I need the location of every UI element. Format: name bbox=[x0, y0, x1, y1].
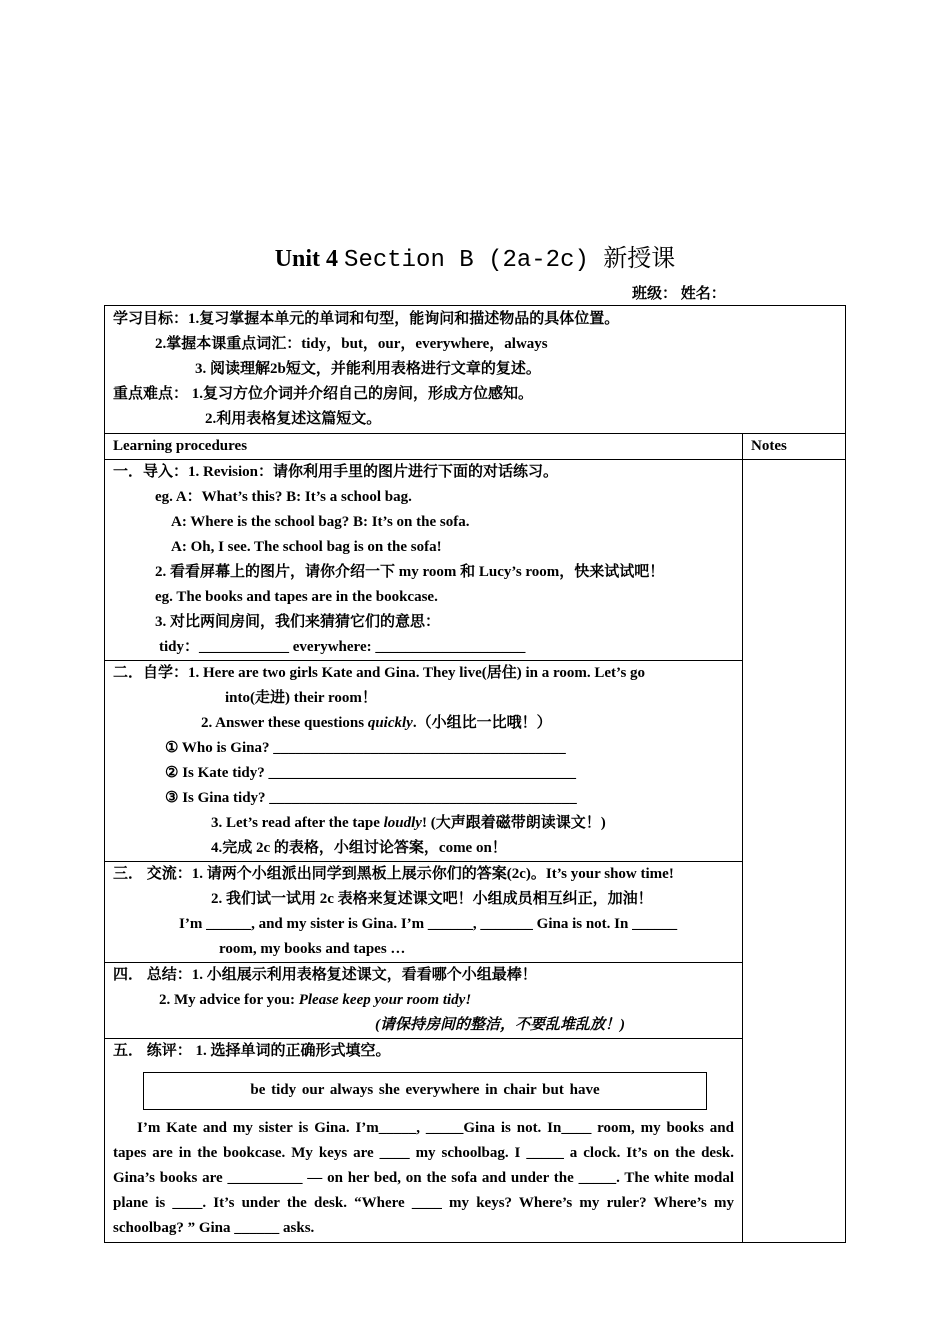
objectives-row bbox=[105, 306, 846, 434]
question-1: ① Who is Gina? _______________________________________ bbox=[165, 740, 566, 756]
section-2-line: into(走进) their room！ bbox=[225, 690, 377, 706]
title-section: Section B (2a-2c) 新授课 bbox=[344, 247, 676, 274]
section-3-line: 2. 我们试一试用 2c 表格来复述课文吧！小组成员相互纠正，加油！ bbox=[211, 891, 653, 907]
section-5-row bbox=[105, 1039, 846, 1243]
section-4-text: 2. My advice for you: bbox=[159, 992, 299, 1008]
cloze-paragraph: I’m Kate and my sister is Gina. I’m_____, _____Gina is not. In____ room, my books and tapes are in the bookcase. My keys are ____ my schoolbag. I _____ a clock. It’s on the desk. Gina’s books are __________ — on her bed, on the sofa and under the _____. The white modal plane is ____. It’s under the desk. “Where ____ my keys? Where’s my ruler? Where’s my schoolbag? ” Gina ______ asks. bbox=[113, 1120, 734, 1236]
title-unit: Unit 4 bbox=[274, 246, 339, 272]
section-2-line: 4.完成 2c 的表格，小组讨论答案，come on！ bbox=[211, 840, 507, 856]
section-3-row bbox=[105, 862, 846, 963]
objective-line: 3. 阅读理解2b短文，并能利用表格进行文章的复述。 bbox=[195, 361, 541, 377]
key-points-line: 2.利用表格复述这篇短文。 bbox=[205, 411, 382, 427]
section-2-emphasis: loudly bbox=[383, 815, 422, 831]
section-1-line: A: Oh, I see. The school bag is on the sofa! bbox=[171, 539, 442, 555]
question-2: ② Is Kate tidy? _________________________________________ bbox=[165, 765, 576, 781]
section-1-row bbox=[105, 460, 846, 661]
section-2-text: 2. Answer these questions bbox=[201, 715, 368, 731]
objective-line: 2.掌握本课重点词汇：tidy，but，our，everywhere，always bbox=[155, 336, 548, 352]
class-name-line: 班级： 姓名： bbox=[632, 286, 726, 302]
header-row bbox=[105, 434, 846, 460]
section-4-row bbox=[105, 963, 846, 1039]
section-1-line: A: Where is the school bag? B: It’s on the sofa. bbox=[171, 514, 470, 530]
section-1-line: 2. 看看屏幕上的图片，请你介绍一下 my room 和 Lucy’s room，快来试试吧！ bbox=[155, 564, 665, 580]
section-3-line: room, my books and tapes … bbox=[219, 941, 406, 957]
lesson-table bbox=[104, 305, 846, 1243]
section-1-line: eg. The books and tapes are in the bookcase. bbox=[155, 589, 438, 605]
section-4-line bbox=[113, 988, 734, 1013]
objective-line: 学习目标：1.复习掌握本单元的单词和句型，能询问和描述物品的具体位置。 bbox=[113, 311, 620, 327]
section-2-text: 3. Let’s read after the tape bbox=[211, 815, 384, 831]
section-3-line: 三． 交流：1. 请两个小组派出同学到黑板上展示你们的答案(2c)。It’s your show time! bbox=[113, 866, 674, 882]
section-2-line bbox=[113, 811, 734, 836]
section-2-line: 二．自学：1. Here are two girls Kate and Gina. They live(居住) in a room. Let’s go bbox=[113, 665, 646, 681]
section-2-row bbox=[105, 661, 846, 862]
section-4-line: 四． 总结：1. 小组展示利用表格复述课文，看看哪个小组最棒！ bbox=[113, 967, 537, 983]
section-5-line: 五． 练评： 1. 选择单词的正确形式填空。 bbox=[113, 1043, 391, 1059]
question-3: ③ Is Gina tidy? _________________________________________ bbox=[165, 790, 577, 806]
procedures-header: Learning procedures bbox=[105, 434, 743, 460]
section-1-line: 3. 对比两间房间，我们来猜猜它们的意思： bbox=[155, 614, 441, 630]
section-1-line: 一．导入：1. Revision：请你利用手里的图片进行下面的对话练习。 bbox=[113, 464, 559, 480]
section-4-line: (请保持房间的整洁，不要乱堆乱放！) bbox=[375, 1017, 625, 1033]
section-1-line: eg. A：What’s this? B: It’s a school bag. bbox=[155, 489, 412, 505]
page-title bbox=[0, 238, 950, 274]
notes-header: Notes bbox=[743, 434, 846, 460]
key-points-line: 重点难点： 1.复习方位介词并介绍自己的房间，形成方位感知。 bbox=[113, 386, 534, 402]
section-2-emphasis: quickly bbox=[367, 715, 413, 731]
section-3-line: I’m ______, and my sister is Gina. I’m ______, _______ Gina is not. In ______ bbox=[179, 916, 678, 932]
advice-text: Please keep your room tidy! bbox=[298, 992, 472, 1008]
notes-cell bbox=[743, 460, 846, 1243]
section-2-line bbox=[113, 711, 734, 736]
word-box: be tidy our always she everywhere in chair but have bbox=[143, 1072, 707, 1110]
section-1-line: tidy：____________ everywhere: ____________________ bbox=[159, 639, 526, 655]
section-2-text: ! (大声跟着磁带朗读课文！) bbox=[421, 815, 606, 831]
section-2-text: .（小组比一比哦！） bbox=[412, 715, 552, 731]
